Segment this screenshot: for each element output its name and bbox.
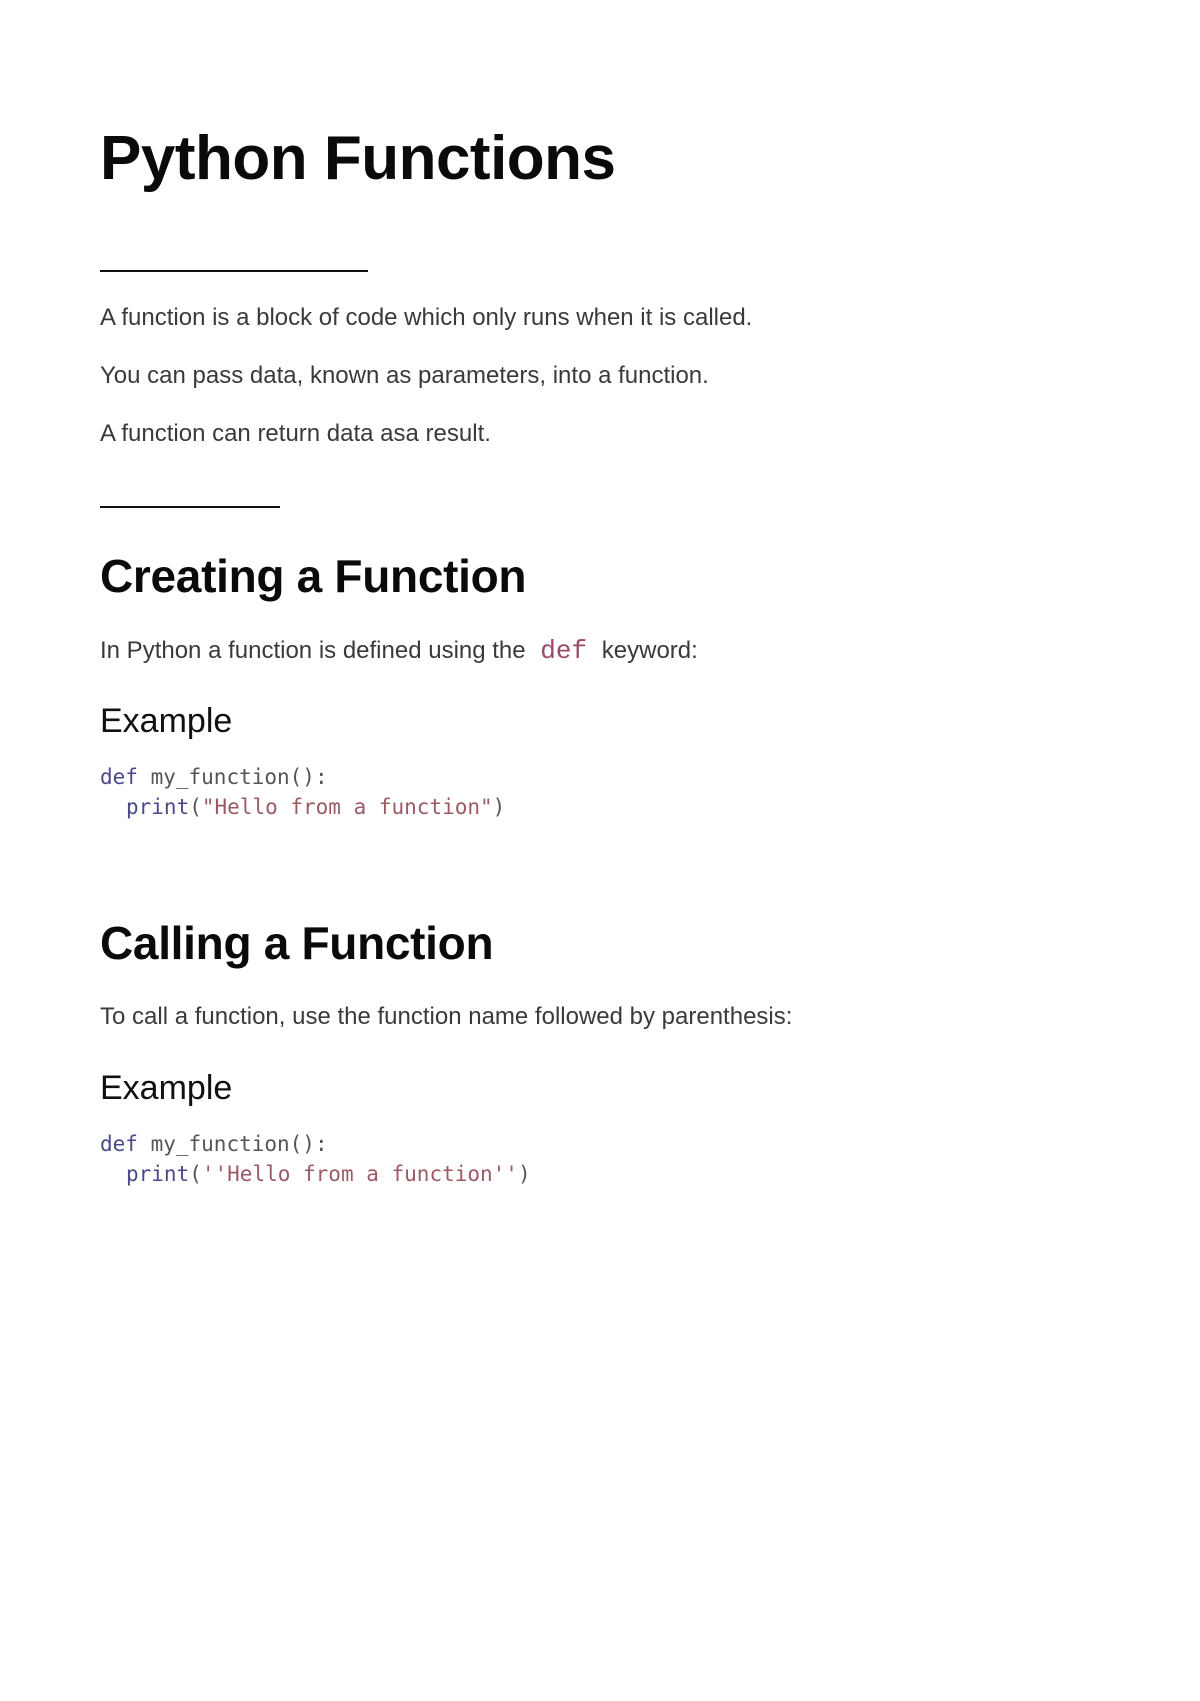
- code-function-signature: my_function():: [137, 765, 328, 789]
- code-keyword-def: def: [100, 1132, 138, 1156]
- creating-text-before: In Python a function is defined using the: [100, 637, 526, 664]
- def-inline-code: def: [540, 636, 588, 666]
- code-function-signature: my_function():: [137, 1132, 328, 1156]
- example-heading-1: Example: [100, 702, 233, 740]
- code-example-1: [100, 762, 505, 822]
- code-example-2: [100, 1129, 531, 1189]
- example-heading-2: Example: [100, 1069, 233, 1107]
- intro-paragraph-3: A function can return data asa result.: [100, 420, 491, 447]
- code-paren-open: (: [189, 1162, 202, 1186]
- section-divider: [100, 506, 280, 508]
- code-paren-close: ): [517, 1162, 531, 1186]
- code-string-literal: ''Hello from a function'': [201, 1162, 518, 1186]
- calling-function-description: To call a function, use the function name followed by parenthesis:: [100, 1003, 793, 1030]
- title-divider: [100, 270, 368, 272]
- code-keyword-def: def: [100, 765, 138, 789]
- intro-paragraph-2: You can pass data, known as parameters, into a function.: [100, 362, 709, 389]
- code-paren-open: (: [189, 795, 202, 819]
- creating-text-after: keyword:: [601, 637, 698, 664]
- code-string-literal: "Hello from a function": [201, 795, 493, 819]
- creating-function-description: [100, 636, 698, 667]
- page-title: Python Functions: [100, 124, 616, 193]
- calling-function-heading: Calling a Function: [100, 917, 494, 969]
- intro-paragraph-1: A function is a block of code which only runs when it is called.: [100, 304, 753, 331]
- code-keyword-print: print: [126, 1162, 190, 1186]
- creating-function-heading: Creating a Function: [100, 550, 527, 602]
- code-keyword-print: print: [126, 795, 190, 819]
- code-paren-close: ): [492, 795, 506, 819]
